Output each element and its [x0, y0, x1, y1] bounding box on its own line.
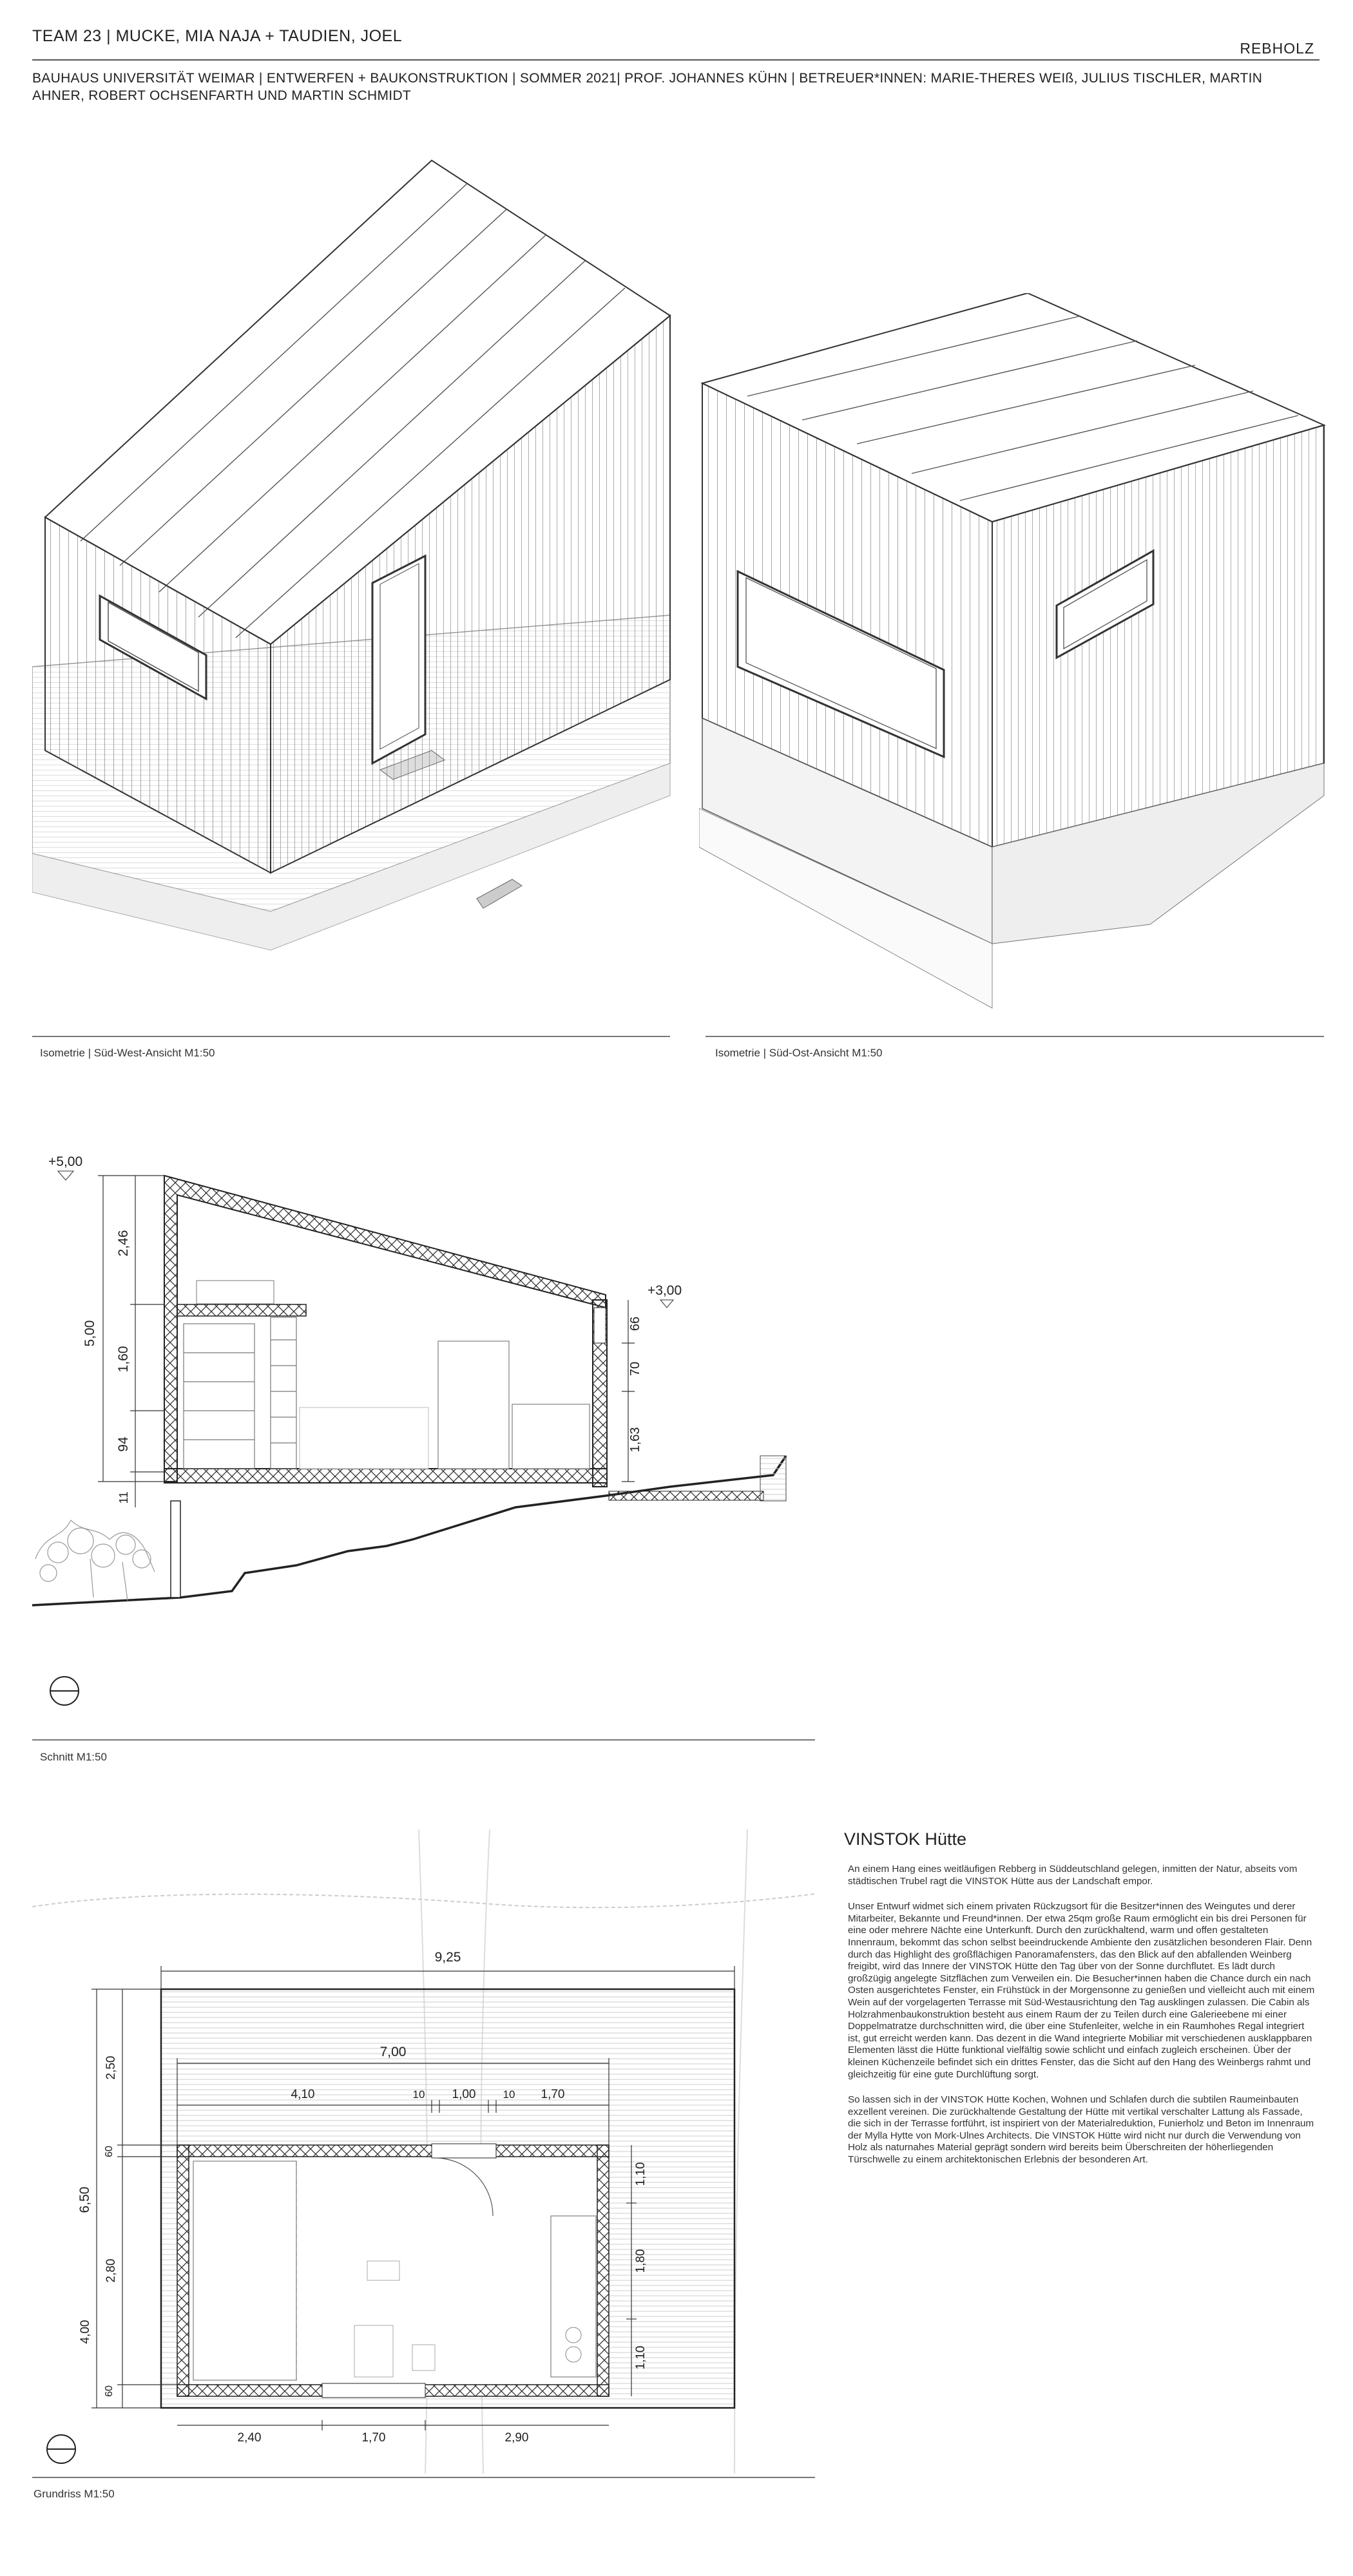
level-top: +5,00 [48, 1154, 83, 1169]
kitchen-unit [512, 1404, 590, 1469]
dim-bottom-c: 2,90 [504, 2431, 529, 2445]
panorama-window-opening [322, 2383, 425, 2398]
caption-iso-sw: Isometrie | Süd-West-Ansicht M1:50 [40, 1047, 215, 1059]
dim-depth-d: 2,80 [104, 2258, 118, 2283]
dim-seg5: 1,70 [541, 2088, 565, 2101]
dim-depth-a: 2,50 [104, 2056, 118, 2080]
floor-plan-drawing [32, 1829, 815, 2474]
dim-seg3: 1,00 [452, 2088, 476, 2101]
isometric-south-east-drawing [699, 293, 1327, 1021]
subtitle: BAUHAUS UNIVERSITÄT WEIMAR | ENTWERFEN + BAUKONSTRUKTION | SOMMER 2021| PROF. JOHANNES KÜHN | BETREUER*INNEN: MARIE-THERES WEIß, JULIUS TISCHLER, MARTIN AHNER, ROBERT OCHSENFARTH UND MARTIN SCHMIDT [32, 71, 1263, 103]
description-body [848, 1864, 1318, 2180]
integrated-shelf [184, 1317, 296, 1469]
dim-seg1: 4,10 [291, 2088, 315, 2101]
isometric-south-west-drawing [32, 151, 676, 1021]
divider-iso-sw [32, 1036, 670, 1037]
project-title: TEAM 23 | MUCKE, MIA NAJA + TAUDIEN, JOEL [32, 27, 403, 45]
dim-right-3: 1,63 [628, 1427, 642, 1453]
section-drawing [26, 1147, 825, 1726]
dim-overall-width: 9,25 [434, 1950, 461, 1965]
dim-total: 5,00 [82, 1320, 97, 1347]
dim-4: 11 [117, 1491, 130, 1504]
caption-plan: Grundriss M1:50 [34, 2488, 115, 2500]
dim-depth-b: 60 [104, 2146, 115, 2157]
paragraph-3: So lassen sich in der VINSTOK Hütte Kochen, Wohnen und Schlafen durch die subtilen Raumeinbauten exzellent vereinen. Die zurückhaltende Gestaltung der Hütte mit vertikal verschalter Lattung als Fassade, die sich in der Terrasse fortführt, ist inspiriert von der Materialreduktion, Funierholz und Beton im Innenraum der Mylla Hytte von Mork-Ulnes Architects. Die VINSTOK Hütte wird nicht nur durch die Verwendung von Holz als naturnahes Material geprägt sondern wird bereits beim Überschreiten der höherliegenden Türschwelle zu einem architektonischen Erlebnis der besonderen Art. [848, 2094, 1314, 2166]
dim-seg4: 10 [503, 2088, 515, 2101]
foundation-post [171, 1501, 180, 1598]
caption-section: Schnitt M1:50 [40, 1751, 107, 1763]
section-window [594, 1308, 606, 1343]
header-divider [32, 59, 1319, 61]
paragraph-1: An einem Hang eines weitläufigen Rebberg in Süddeutschland gelegen, inmitten der Natur, abseits vom städtischen Trubel ragt die VINSTOK Hütte aus der Landschaft empor. [848, 1864, 1298, 1887]
dim-depth-c: 4,00 [79, 2320, 92, 2344]
paragraph-2: Unser Entwurf widmet sich einem privaten Rückzugsort für die Besitzer*innen des Weingutes und derer Mitarbeiter, Bekannte und Freund*innen. Der etwa 25qm große Raum ermöglicht ein bis drei Personen für eine oder mehrere Nächte eine Unterkunft. Durch den zurückhaltend, warm und offen gestalteten Innenraum, bekommt das schon selbst beeindruckende Ambiente den zusätzlichen besonderen Flair. Denn durch das Highlight des großflächigen Panoramafensters, das den Blick auf den abfallenden Weinberg freigibt, wird das Innere der VINSTOK Hütte den Tag über von der Sonne durchflutet. Es lädt durch großzügig angelegte Sitzflächen zum Verweilen ein. Die Besucher*innen haben die Chance durch ein nach Osten ausgerichtetes Fenster, ein Frühstück in der Morgensonne zu genießen und vielleicht auch mit einem Wein auf der vorgelagerten Terrasse mit Süd-Westausrichtung den Tag ausklingen zulassen. Die Cabin als Holzrahmenbaukonstruktion besteht aus einem Raum der zu Teilen durch eine Galerieebene mi einer Doppelmatratze durchschnitten wird, die über eine Stufenleiter, welche in ein Raumhohes Regal integriert ist, gut erreicht werden kann. Das dezent in die Wand integrierte Mobiliar mit verschiedenen ausklappbaren Elementen lässt die Hütte funktional vielfältig sowie schlicht und einfach zugleich erscheinen. Über der kleinen Küchenzeile befindet sich ein drittes Fenster, das die Sicht auf den Hang des Weinbergs rahmt und gleichzeitig für eine gute Durchlüftung sorgt. [848, 1901, 1315, 2080]
bench [300, 1407, 428, 1469]
terrace-step [477, 879, 522, 908]
brand-name: REBHOLZ [1240, 40, 1314, 57]
description-heading: VINSTOK Hütte [844, 1829, 967, 1849]
dim-right-c: 1,10 [634, 2345, 648, 2370]
mattress [197, 1281, 274, 1304]
dim-depth-e: 60 [104, 2385, 115, 2397]
dim-overall-depth: 6,50 [77, 2186, 92, 2213]
dimension-chain-left [98, 1176, 164, 1507]
dim-2: 1,60 [116, 1346, 131, 1373]
level-floor-marker [660, 1300, 673, 1308]
dim-bottom-a: 2,40 [237, 2431, 262, 2445]
terrace-section [609, 1491, 763, 1500]
level-floor: +3,00 [648, 1283, 682, 1298]
level-top-marker [58, 1171, 73, 1180]
terrace-retaining-wall [760, 1456, 786, 1501]
interior-door [438, 1341, 509, 1469]
entry-door-opening [432, 2144, 496, 2158]
dim-right-1: 66 [628, 1316, 642, 1331]
divider-section [32, 1739, 815, 1741]
dim-inner-width: 7,00 [379, 2045, 407, 2059]
dim-3: 94 [116, 1436, 131, 1452]
divider-iso-so [705, 1036, 1324, 1037]
floor-section [164, 1469, 607, 1483]
door-panel [380, 564, 419, 749]
dim-right-2: 70 [628, 1361, 642, 1377]
dim-bottom-b: 1,70 [361, 2431, 386, 2445]
gallery-level [177, 1304, 306, 1316]
caption-iso-so: Isometrie | Süd-Ost-Ansicht M1:50 [715, 1047, 883, 1059]
dim-right-b: 1,80 [634, 2249, 648, 2273]
vineyard-vegetation [35, 1520, 155, 1601]
dim-seg2: 10 [412, 2088, 425, 2101]
dim-right-a: 1,10 [634, 2162, 648, 2186]
divider-plan [32, 2477, 815, 2478]
dim-1: 2,46 [116, 1230, 131, 1257]
